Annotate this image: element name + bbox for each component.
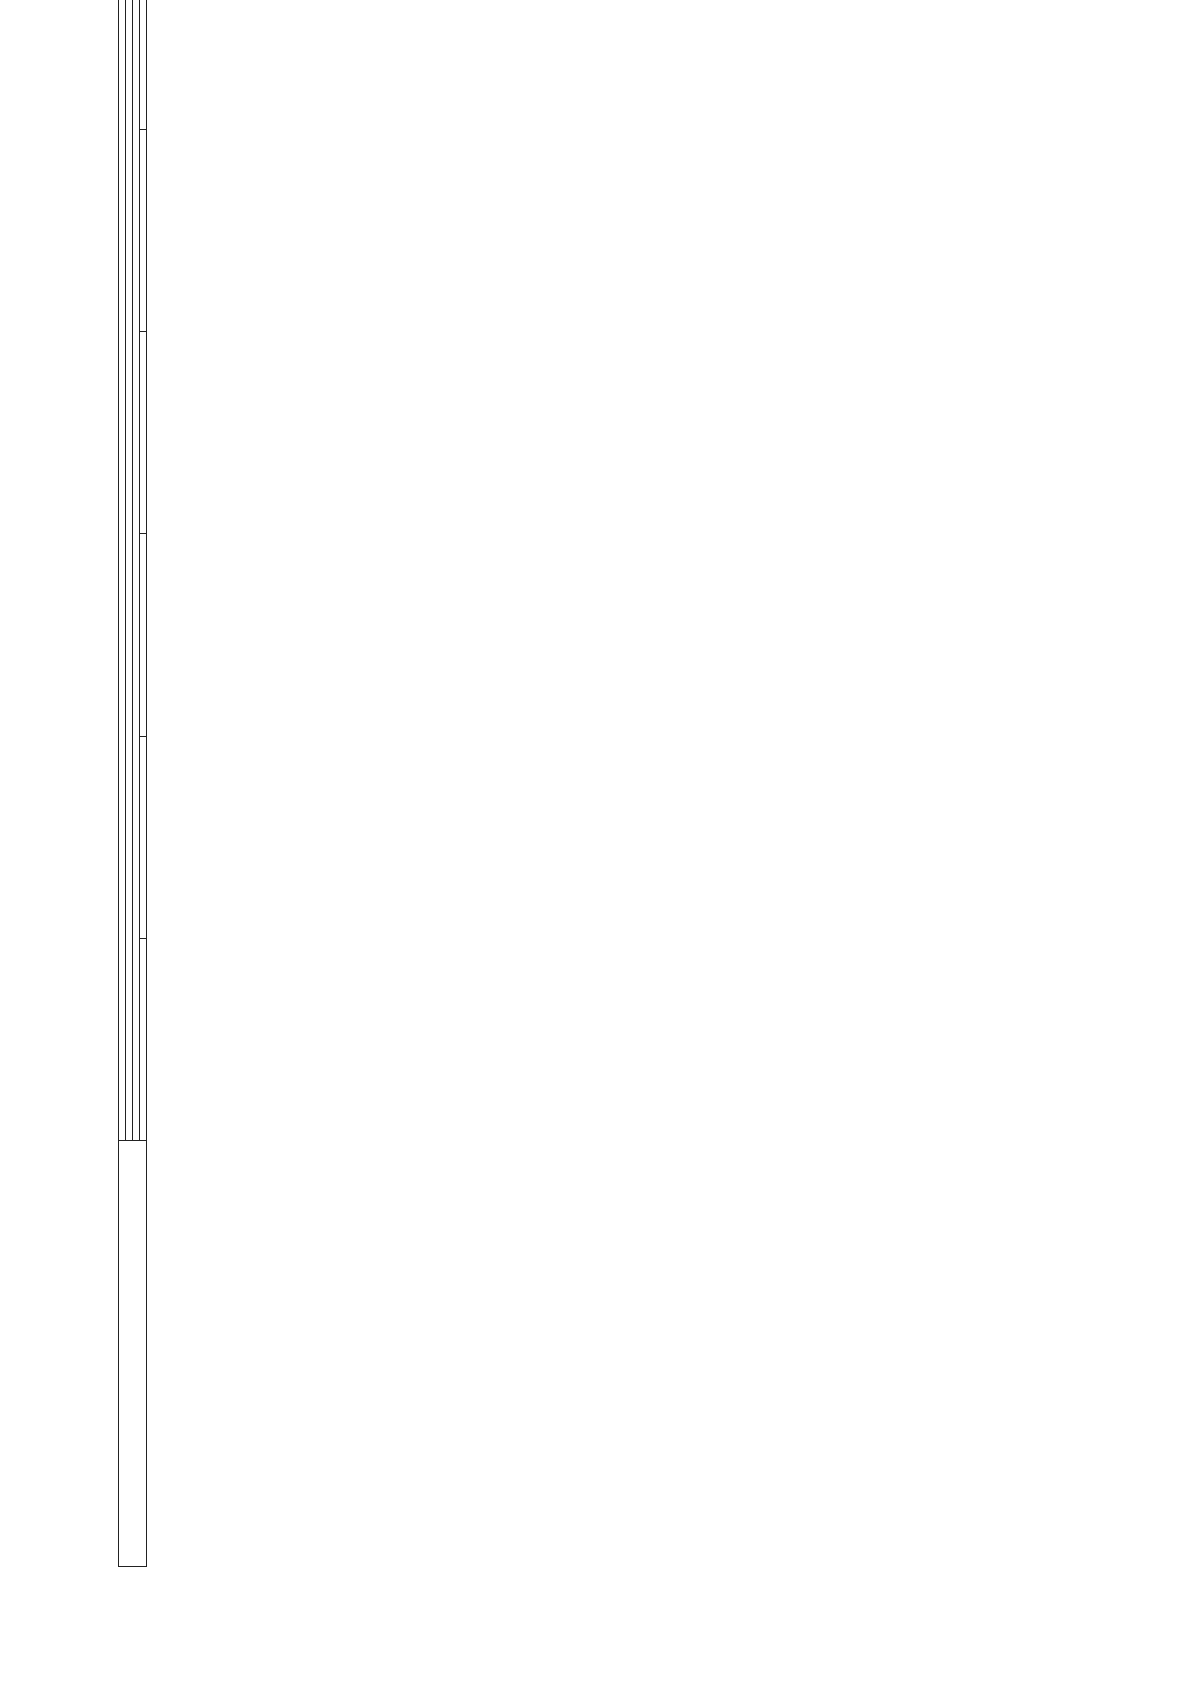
row-8-text bbox=[126, 0, 133, 1140]
col-total bbox=[140, 938, 147, 1140]
col-2023 bbox=[140, 736, 147, 938]
header-label-cell bbox=[119, 1140, 147, 1566]
row-7-text bbox=[119, 0, 126, 1140]
row-9-text bbox=[133, 0, 140, 1140]
col-2024 bbox=[140, 534, 147, 736]
financing-table bbox=[118, 0, 147, 1567]
table-row-7 bbox=[119, 0, 126, 1567]
col-2027 bbox=[140, 0, 147, 130]
col-2026 bbox=[140, 130, 147, 332]
col-2025 bbox=[140, 332, 147, 534]
